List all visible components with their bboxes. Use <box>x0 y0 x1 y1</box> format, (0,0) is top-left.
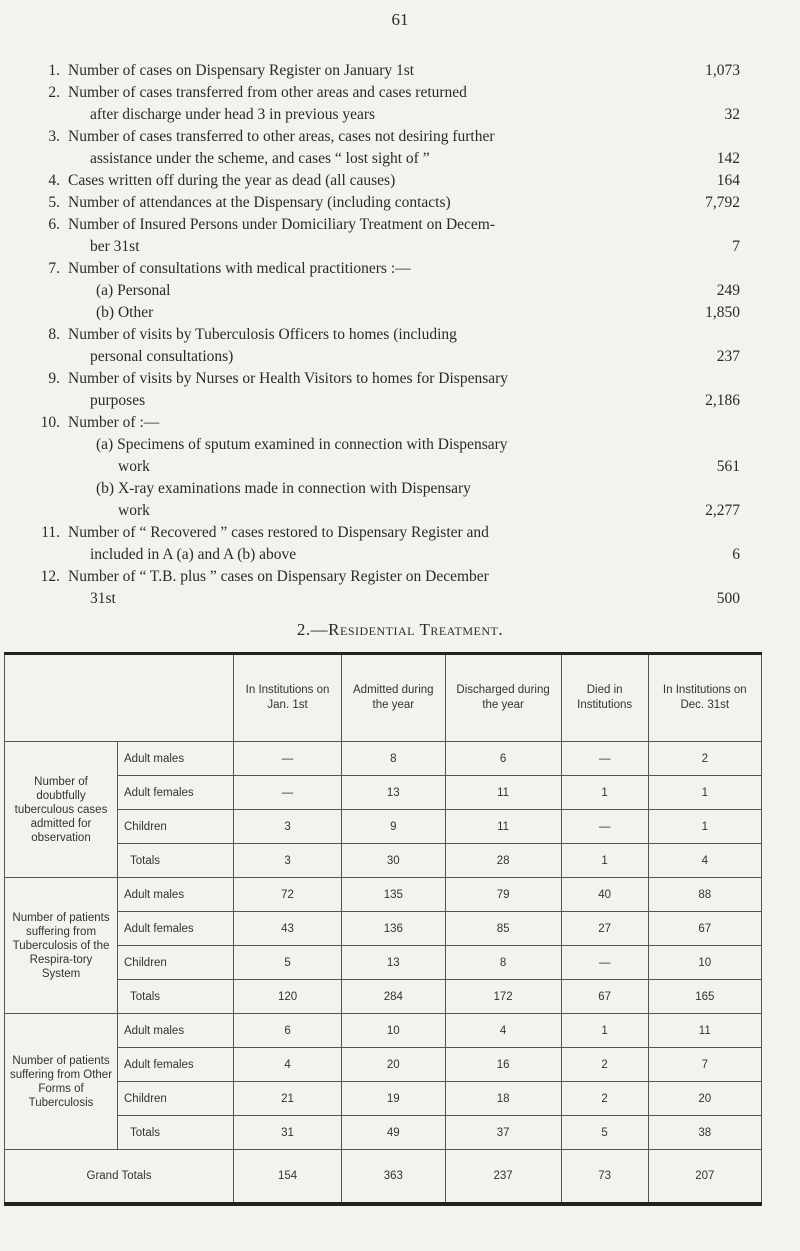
group-label: Number of doubtfully tuberculous cases admitted for observation <box>5 742 118 878</box>
item-text: Number of consultations with medical practitioners :— <box>68 260 411 277</box>
table-cell: 135 <box>342 878 445 912</box>
item-10a-line-2: work <box>118 458 150 475</box>
list-item <box>30 170 740 192</box>
row-label: Adult males <box>118 878 234 912</box>
table-cell: 10 <box>648 946 761 980</box>
header-jan: In Institutions on Jan. 1st <box>234 654 342 742</box>
row-label: Children <box>118 810 234 844</box>
row-label: Totals <box>118 844 234 878</box>
table-cell: 4 <box>445 1014 561 1048</box>
item-value-row <box>68 60 740 82</box>
table-row <box>5 1048 762 1082</box>
table-cell: 7 <box>648 1048 761 1082</box>
item-text-line: 31st <box>90 590 116 607</box>
item-text-line: Number of Insured Persons under Domiciliary Treatment on Decem- <box>68 216 496 233</box>
item-10b-row <box>96 500 740 522</box>
item-text-line: purposes <box>90 392 146 409</box>
header-blank <box>5 654 234 742</box>
item-text-line: Number of cases transferred from other areas and cases returned <box>68 84 467 101</box>
item-number: 12. <box>40 568 60 585</box>
item-value-row <box>68 104 740 126</box>
table-cell: 136 <box>342 912 445 946</box>
page-number: 61 <box>391 10 409 29</box>
table-cell: 27 <box>561 912 648 946</box>
table-cell: 5 <box>234 946 342 980</box>
item-value: 6 <box>732 546 740 563</box>
list-item <box>30 82 740 126</box>
table-cell: 16 <box>445 1048 561 1082</box>
item-text-line: assistance under the scheme, and cases “ lost sight of ” <box>90 150 430 167</box>
group-label: Number of patients suffering from Other Forms of Tuberculosis <box>5 1014 118 1150</box>
table-cell: 11 <box>648 1014 761 1048</box>
table-row <box>5 844 762 878</box>
table-cell: 1 <box>561 844 648 878</box>
table-cell: 38 <box>648 1116 761 1150</box>
table-cell: 40 <box>561 878 648 912</box>
list-item <box>30 566 740 610</box>
item-number: 1. <box>48 62 60 79</box>
item-value-row <box>68 544 740 566</box>
item-value: 500 <box>716 590 740 607</box>
table-row <box>5 946 762 980</box>
table-cell: — <box>561 742 648 776</box>
table-cell: 20 <box>648 1082 761 1116</box>
table-cell: 19 <box>342 1082 445 1116</box>
residential-treatment-table <box>4 652 762 1206</box>
item-7b-label: (b) Other <box>96 304 154 321</box>
item-value-row <box>68 346 740 368</box>
table-cell: 165 <box>648 980 761 1014</box>
list-item <box>30 60 740 82</box>
grand-total-row <box>5 1150 762 1205</box>
table-cell: 37 <box>445 1116 561 1150</box>
table-cell: 88 <box>648 878 761 912</box>
table-cell: 13 <box>342 776 445 810</box>
list-item <box>30 522 740 566</box>
table-cell: 4 <box>648 844 761 878</box>
table-cell: 67 <box>648 912 761 946</box>
table-cell: — <box>561 810 648 844</box>
table-cell: 6 <box>234 1014 342 1048</box>
table-cell: 2 <box>561 1048 648 1082</box>
grand-total-cell: 363 <box>342 1150 445 1205</box>
table-cell: 1 <box>561 1014 648 1048</box>
item-10a-line-1: (a) Specimens of sputum examined in connection with Dispensary <box>96 436 508 453</box>
list-item <box>30 192 740 214</box>
row-label: Adult females <box>118 776 234 810</box>
header-dec: In Institutions on Dec. 31st <box>648 654 761 742</box>
table-cell: 49 <box>342 1116 445 1150</box>
header-died: Died in Institutions <box>561 654 648 742</box>
table-cell: 3 <box>234 810 342 844</box>
table-row <box>5 742 762 776</box>
table-row <box>5 1116 762 1150</box>
item-value-row <box>68 148 740 170</box>
item-number: 3. <box>48 128 60 145</box>
table-cell: — <box>234 776 342 810</box>
item-text-line: included in A (a) and A (b) above <box>90 546 297 563</box>
table-header-row <box>5 654 762 742</box>
item-text-line: Number of visits by Nurses or Health Visitors to homes for Dispensary <box>68 370 509 387</box>
item-value-row <box>68 390 740 412</box>
table-cell: 172 <box>445 980 561 1014</box>
table-cell: 6 <box>445 742 561 776</box>
item-text-line: Cases written off during the year as dead (all causes) <box>68 172 396 189</box>
table-cell: 8 <box>342 742 445 776</box>
grand-total-cell: 154 <box>234 1150 342 1205</box>
item-number: 5. <box>48 194 60 211</box>
item-number: 8. <box>48 326 60 343</box>
table-cell: 21 <box>234 1082 342 1116</box>
item-text-line: after discharge under head 3 in previous years <box>90 106 376 123</box>
item-number: 6. <box>48 216 60 233</box>
table-cell: 67 <box>561 980 648 1014</box>
table-cell: 5 <box>561 1116 648 1150</box>
row-label: Children <box>118 946 234 980</box>
grand-total-cell: 207 <box>648 1150 761 1205</box>
table-cell: 2 <box>561 1082 648 1116</box>
item-number: 2. <box>48 84 60 101</box>
item-number: 4. <box>48 172 60 189</box>
item-text-line: Number of attendances at the Dispensary (including contacts) <box>68 194 451 211</box>
table-row <box>5 776 762 810</box>
item-value-row <box>68 170 740 192</box>
item-7a-value: 249 <box>716 282 740 299</box>
table-cell: 31 <box>234 1116 342 1150</box>
item-number: 10. <box>40 414 60 431</box>
table-cell: 1 <box>561 776 648 810</box>
row-label: Children <box>118 1082 234 1116</box>
item-value: 7,792 <box>705 194 740 211</box>
item-text-line: Number of cases on Dispensary Register on January 1st <box>68 62 415 79</box>
item-10b-line-2: work <box>118 502 150 519</box>
list-item <box>30 214 740 258</box>
table-cell: 8 <box>445 946 561 980</box>
item-10b-line-1: (b) X-ray examinations made in connection with Dispensary <box>96 480 471 497</box>
row-label: Adult females <box>118 912 234 946</box>
table-row <box>5 980 762 1014</box>
table-cell: 4 <box>234 1048 342 1082</box>
item-text: Number of :— <box>68 414 160 431</box>
table-cell: 72 <box>234 878 342 912</box>
table-cell: 30 <box>342 844 445 878</box>
grand-total-cell: 237 <box>445 1150 561 1205</box>
grand-total-cell: 73 <box>561 1150 648 1205</box>
table-cell: 79 <box>445 878 561 912</box>
table-cell: 11 <box>445 810 561 844</box>
table-cell: 120 <box>234 980 342 1014</box>
item-7a-row <box>68 280 740 302</box>
row-label: Totals <box>118 1116 234 1150</box>
item-number: 7. <box>48 260 60 277</box>
item-value: 142 <box>716 150 740 167</box>
item-7b-row <box>68 302 740 324</box>
table-cell: 10 <box>342 1014 445 1048</box>
row-label: Totals <box>118 980 234 1014</box>
table-row <box>5 1082 762 1116</box>
item-text-line: Number of “ Recovered ” cases restored to Dispensary Register and <box>68 524 489 541</box>
item-text-line: Number of “ T.B. plus ” cases on Dispensary Register on December <box>68 568 489 585</box>
item-value: 164 <box>716 172 740 189</box>
header-admitted: Admitted during the year <box>342 654 445 742</box>
section-title <box>0 620 800 640</box>
list-item-10 <box>30 412 740 522</box>
table-cell: 20 <box>342 1048 445 1082</box>
group-label: Number of patients suffering from Tuberculosis of the Respira-tory System <box>5 878 118 1014</box>
row-label: Adult females <box>118 1048 234 1082</box>
item-7a-label: (a) Personal <box>96 282 171 299</box>
table-cell: 9 <box>342 810 445 844</box>
list-item <box>30 368 740 412</box>
table-row <box>5 878 762 912</box>
item-10b-value: 2,277 <box>705 502 740 519</box>
header-discharged: Discharged during the year <box>445 654 561 742</box>
item-value: 237 <box>716 348 740 365</box>
table-cell: 1 <box>648 776 761 810</box>
item-text-line: Number of visits by Tuberculosis Officers to homes (including <box>68 326 457 343</box>
table-cell: 3 <box>234 844 342 878</box>
row-label: Adult males <box>118 742 234 776</box>
list-item <box>30 126 740 170</box>
item-value-row <box>68 192 740 214</box>
table-cell: 13 <box>342 946 445 980</box>
item-number: 11. <box>41 524 60 541</box>
item-value-row <box>68 588 740 610</box>
grand-total-label: Grand Totals <box>5 1150 234 1205</box>
list-item-7 <box>30 258 740 324</box>
row-label: Adult males <box>118 1014 234 1048</box>
table-cell: 284 <box>342 980 445 1014</box>
table-cell: 1 <box>648 810 761 844</box>
item-7b-value: 1,850 <box>705 304 740 321</box>
table-cell: 11 <box>445 776 561 810</box>
table-cell: 85 <box>445 912 561 946</box>
item-value-row <box>68 236 740 258</box>
item-text-line: personal consultations) <box>90 348 234 365</box>
section-heading: Residential Treatment. <box>328 620 504 639</box>
item-10a-row <box>96 456 740 478</box>
table-cell: 18 <box>445 1082 561 1116</box>
item-value: 2,186 <box>705 392 740 409</box>
table-cell: 28 <box>445 844 561 878</box>
item-text-line: Number of cases transferred to other areas, cases not desiring further <box>68 128 495 145</box>
dispensary-statistics-list <box>30 60 740 610</box>
table-row <box>5 1014 762 1048</box>
section-number: 2.— <box>296 620 329 639</box>
item-value: 32 <box>724 106 740 123</box>
item-number: 9. <box>48 370 60 387</box>
item-10a-value: 561 <box>716 458 740 475</box>
item-value: 7 <box>732 238 740 255</box>
table-row <box>5 810 762 844</box>
table-cell: — <box>234 742 342 776</box>
item-text-line: ber 31st <box>90 238 140 255</box>
item-value: 1,073 <box>705 62 740 79</box>
table-cell: 43 <box>234 912 342 946</box>
list-item <box>30 324 740 368</box>
table-row <box>5 912 762 946</box>
table-cell: — <box>561 946 648 980</box>
table-cell: 2 <box>648 742 761 776</box>
